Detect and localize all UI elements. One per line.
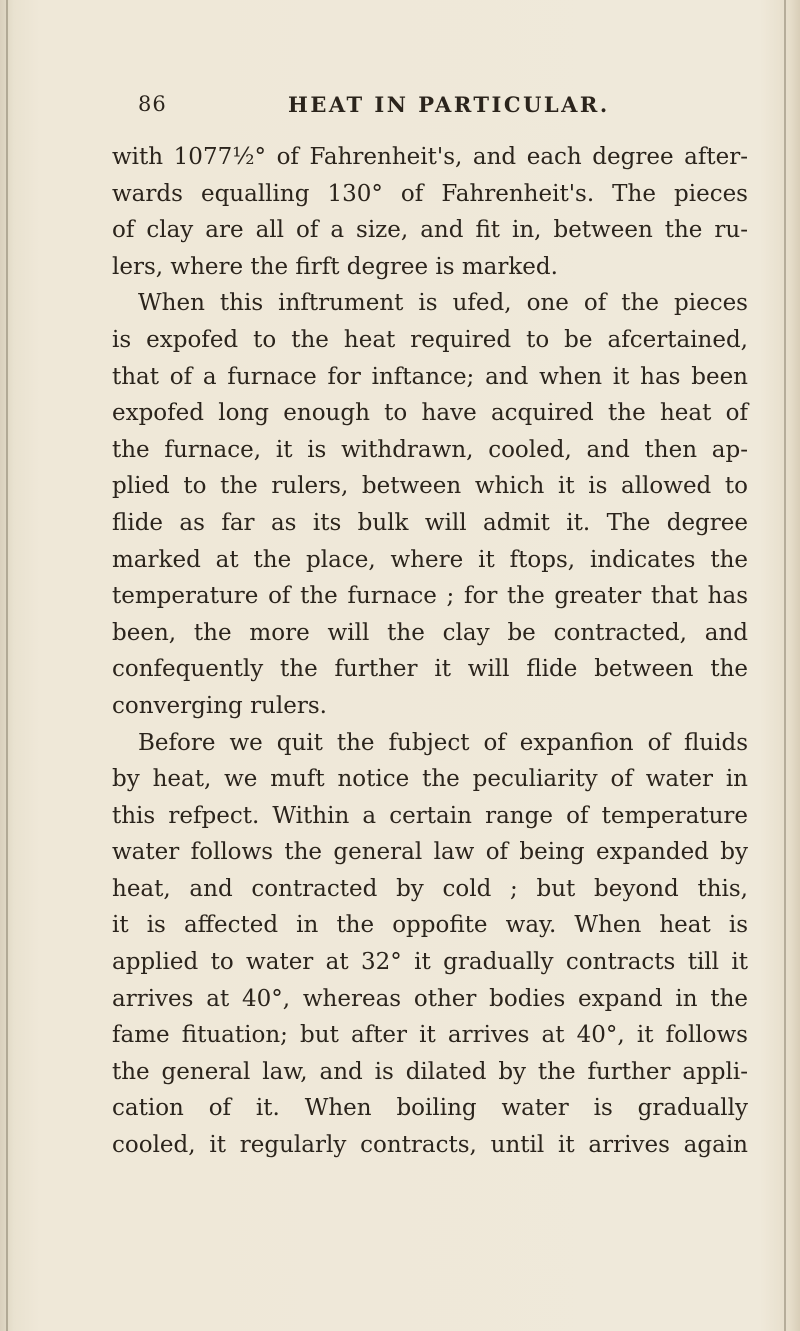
text-line: temperature of the furnace ; for the greater that has [112, 583, 748, 610]
page-number: 86 [138, 92, 167, 116]
text-line: is expofed to the heat required to be afcertained, [112, 326, 748, 353]
text-line: that of a furnace for inftance; and when it has been [112, 363, 748, 390]
text-line: fame fituation; but after it arrives at 40°, it follows [112, 1022, 748, 1049]
text-line: been, the more will the clay be contracted, and [112, 619, 748, 646]
text-line: applied to water at 32° it gradually contracts till it [112, 949, 748, 976]
body-text [112, 139, 748, 1164]
text-line: heat, and contracted by cold ; but beyond this, [112, 875, 748, 902]
running-head: HEAT IN PARTICULAR. [288, 92, 610, 117]
text-line: this refpect. Within a certain range of temperature [112, 802, 748, 829]
text-line: lers, where the firft degree is marked. [112, 253, 558, 280]
text-line: by heat, we muft notice the peculiarity of water in [112, 766, 748, 793]
text-line: cation of it. When boiling water is gradually [112, 1095, 748, 1122]
text-line: flide as far as its bulk will admit it. The degree [112, 509, 748, 536]
text-line: with 1077½° of Fahrenheit's, and each degree after- [112, 144, 748, 170]
text-line: When this inftrument is ufed, one of the pieces [138, 290, 748, 317]
text-line: marked at the place, where it ftops, indicates the [112, 546, 748, 573]
text-line: the general law, and is dilated by the further appli- [112, 1058, 748, 1085]
text-line: Before we quit the fubject of expanfion of fluids [138, 729, 748, 756]
text-line: wards equalling 130° of Fahrenheit's. The pieces [112, 180, 748, 207]
page-edge-line [784, 0, 786, 1331]
text-line: water follows the general law of being expanded by [112, 839, 748, 866]
text-line: arrives at 40°, whereas other bodies expand in the [112, 985, 748, 1012]
text-line: the furnace, it is withdrawn, cooled, and then ap- [112, 436, 748, 463]
page-header [138, 92, 638, 132]
text-line: of clay are all of a size, and fit in, between the ru- [112, 217, 748, 244]
text-line: confequently the further it will flide between the [112, 656, 748, 683]
page-edge-line [6, 0, 8, 1331]
text-line: converging rulers. [112, 692, 327, 719]
text-line: it is affected in the oppofite way. When heat is [112, 912, 748, 939]
text-line: expofed long enough to have acquired the heat of [112, 400, 748, 427]
text-line: cooled, it regularly contracts, until it arrives again [112, 1132, 748, 1159]
text-line: plied to the rulers, between which it is allowed to [112, 473, 748, 500]
